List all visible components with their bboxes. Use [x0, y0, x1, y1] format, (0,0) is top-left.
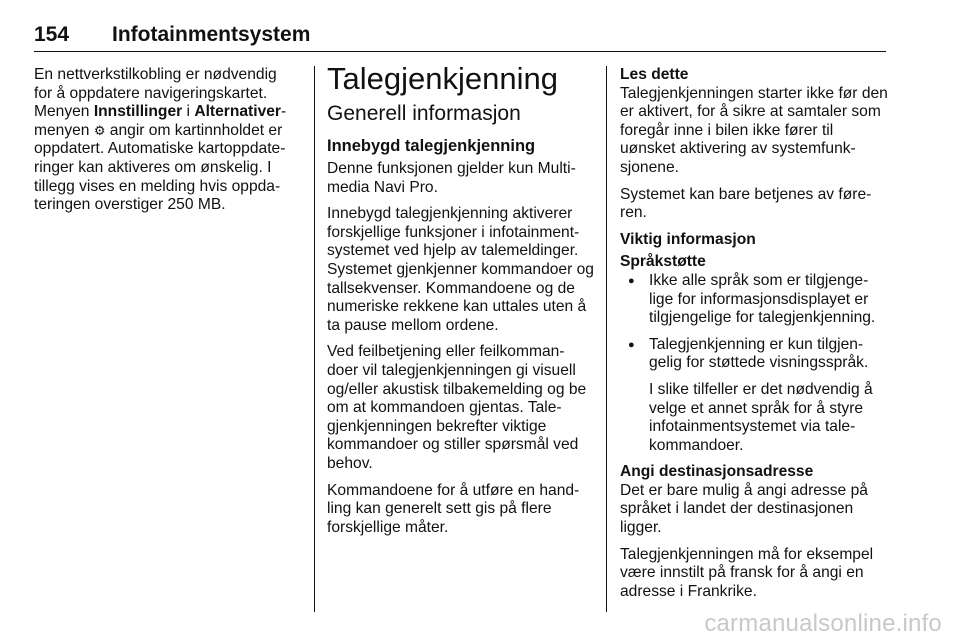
menu-name-innstillinger: Innstillinger [93, 103, 183, 121]
paragraph: Talegjenkjenningen må for eksempel være innstilt på fransk for å angi en adresse i Frankrike. [620, 545, 874, 600]
language-bullet-list [620, 272, 892, 455]
text-run: En nettverkstilkobling er nødvendig for å oppdatere navigeringskartet. Menyen [34, 66, 277, 121]
column-3 [620, 66, 892, 609]
page-header [34, 22, 886, 52]
column-2 [327, 61, 595, 545]
paragraph: Det er bare mulig å angi adresse på språket i landet der destinasjonen ligger. [620, 481, 868, 537]
important-heading: Viktig informasjon [620, 230, 756, 248]
language-support-heading: Språkstøtte [620, 253, 706, 271]
text-run: -menyen [34, 103, 287, 139]
subsection-heading: Innebygd talegjenkjenning [327, 137, 536, 155]
column-divider-1 [314, 66, 315, 612]
page-number: 154 [34, 23, 70, 46]
column-divider-2 [606, 66, 607, 612]
bullet-text: ● Ikke alle språk som er tilgjenge-lige for informasjonsdisplayet er tilgjengelige for talegjenkjenning. [649, 271, 876, 327]
destination-heading: Angi destinasjonsadresse [620, 463, 814, 481]
text-run: angir om kartinnholdet er oppdatert. Automatiske kartoppdate-ringer kan aktiveres om ønskelig. I tillegg vises en melding hvis oppda-teringen overstiger 250 MB. [34, 121, 286, 214]
header-rule [34, 51, 886, 52]
list-item [620, 336, 892, 456]
gear-icon: ⚙ [93, 122, 106, 138]
section-heading: Generell informasjon [327, 102, 521, 125]
paragraph: Innebygd talegjenkjenning aktiverer forskjellige funksjoner i infotainment-systemet ved hjelp av talemeldinger. Systemet gjenkjenner kommandoer og tallsekvenser. Kommandoene og de numeriske rekkene kan uttales uten å ta pause mellom ordene. [327, 205, 594, 334]
paragraph: Kommandoene for å utføre en hand-ling kan generelt sett gis på flere forskjellige måter. [327, 481, 580, 536]
note-paragraph: Systemet kan bare betjenes av føre-ren. [620, 185, 872, 222]
menu-name-alternativer: Alternativer [194, 103, 281, 121]
text-run: i [182, 103, 195, 121]
note-heading: Les dette [620, 66, 689, 83]
bullet-text: I slike tilfeller er det nødvendig å velge et annet språk for å styre infotainmentsystemet via tale-kommandoer. [649, 380, 873, 454]
list-item [620, 272, 892, 328]
paragraph: Ved feilbetjening eller feilkomman-doer vil talegjenkjenningen gi visuell og/eller akustisk tilbakemelding og be om at kommandoen gjentas. Tale-gjenkjenningen bekrefter viktige kommandoer og stiller spørsmål ved behov. [327, 343, 587, 472]
chapter-heading: Talegjenkjenning [327, 61, 558, 96]
column-1 [34, 66, 296, 223]
section-title: Infotainmentsystem [112, 23, 311, 46]
watermark: carmanualsonline.info [704, 610, 942, 637]
bullet-text: ● Talegjenkjenning er kun tilgjen-gelig for støttede visningsspråk. [649, 335, 869, 372]
paragraph: Denne funksjonen gjelder kun Multi-media Navi Pro. [327, 160, 576, 196]
note-paragraph: Talegjenkjenningen starter ikke før den er aktivert, for å sikre at samtaler som foregår inne i bilen ikke fører til uønsket aktivering av systemfunk-sjonene. [620, 84, 888, 176]
map-update-paragraph [34, 66, 296, 215]
